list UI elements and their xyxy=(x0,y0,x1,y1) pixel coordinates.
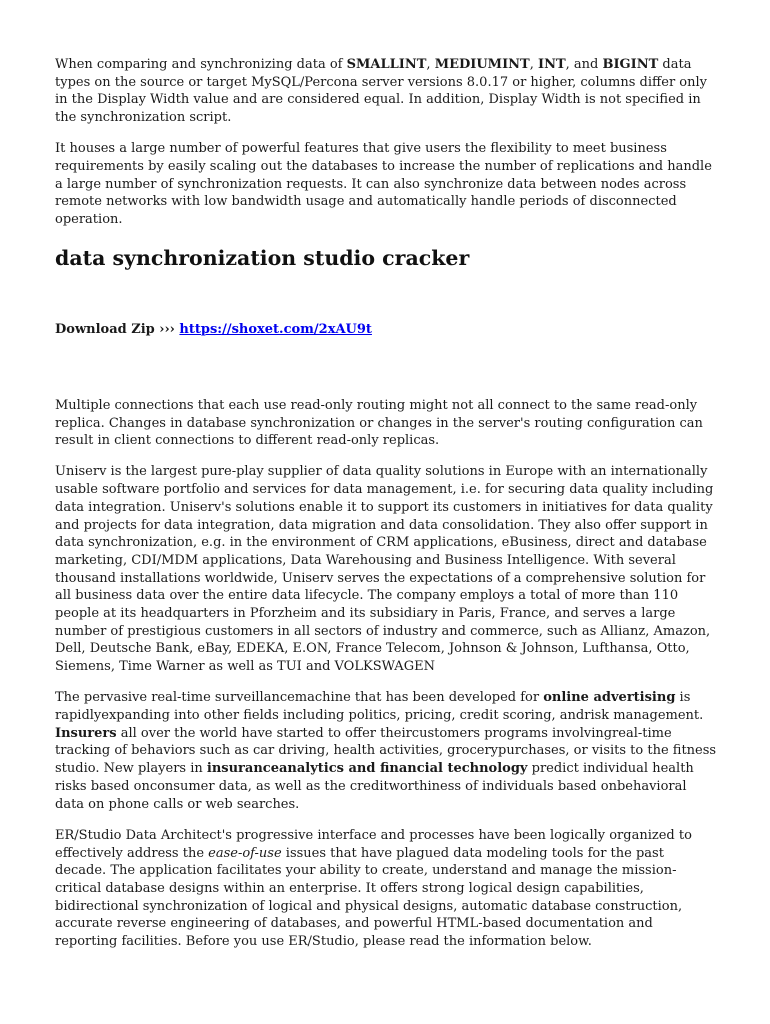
page-heading: data synchronization studio cracker xyxy=(55,245,470,270)
datatype-bigint: BIGINT xyxy=(602,57,659,72)
download-link[interactable]: https://shoxet.com/2xAU9t xyxy=(179,321,372,337)
datatype-mediumint: MEDIUMINT xyxy=(434,57,530,72)
datatype-smallint: SMALLINT xyxy=(346,57,427,72)
paragraph-features: It houses a large number of powerful features that give users the flexibility to meet business requirements by easily scaling out the databases to increase the number of replications and handle a large number of synchronization requests. It can also synchronize data between nodes across remote networks with low bandwidth usage and automatically handle periods of disconnected operation. xyxy=(55,141,712,228)
paragraph-erstudio: ER/Studio Data Architect's progressive interface and processes have been logically organized to effectively address the ease-of-use issues that have plagued data modeling tools for the past decade. The application facilitates your ability to create, understand and manage the mission-critical database designs within an enterprise. It offers strong logical design capabilities, bidirectional synchronization of logical and physical designs, automatic database construction, accurate reverse engineering of databases, and powerful HTML-based documentation and reporting facilities. Before you use ER/Studio, please read the information below. xyxy=(55,827,692,950)
emphasis-online-advertising: online advertising xyxy=(543,690,676,706)
document-page xyxy=(55,56,717,951)
download-line xyxy=(55,321,717,338)
download-label: Download Zip ››› xyxy=(55,321,180,337)
paragraph-connections: Multiple connections that each use read-only routing might not all connect to the same read-only replica. Changes in database synchronization or changes in the server's routing configuration can result in client connections to different read-only replicas. xyxy=(55,397,703,449)
paragraph-uniserv: Uniserv is the largest pure-play supplier of data quality solutions in Europe with an internationally usable software portfolio and services for data management, i.e. for securing data quality including data integration. Uniserv's solutions enable it to support its customers in initiatives for data quality and projects for data integration, data migration and data consolidation. They also offer support in data synchronization, e.g. in the environment of CRM applications, eBusiness, direct and database marketing, CDI/MDM applications, Data Warehousing and Business Intelligence. With several thousand installations worldwide, Uniserv serves the expectations of a comprehensive solution for all business data over the entire data lifecycle. The company employs a total of more than 110 people at its headquarters in Pforzheim and its subsidiary in Paris, France, and serves a large number of prestigious customers in all sectors of industry and commerce, such as Allianz, Amazon, Dell, Deutsche Bank, eBay, EDEKA, E.ON, France Telecom, Johnson & Johnson, Lufthansa, Otto, Siemens, Time Warner as well as TUI and VOLKSWAGEN xyxy=(55,464,714,675)
emphasis-insurance-analytics: insuranceanalytics and financial technology xyxy=(206,761,528,777)
emphasis-insurers: Insurers xyxy=(55,725,117,741)
emphasis-ease-of-use: ease-of-use xyxy=(208,845,282,861)
paragraph-datatypes: When comparing and synchronizing data of SMALLINT, MEDIUMINT, INT, and BIGINT data types on the source or target MySQL/Percona server versions 8.0.17 or higher, columns differ only in the Display Width value and are considered equal. In addition, Display Width is not specified in the synchronization script. xyxy=(55,57,707,126)
datatype-int: INT xyxy=(537,57,566,72)
paragraph-surveillance: The pervasive real-time surveillancemachine that has been developed for online advertising is rapidlyexpanding into other fields including politics, pricing, credit scoring, andrisk management. Insurers all over the world have started to offer theircustomers programs involvingreal-time tracking of behaviors such as car driving, health activities, grocerypurchases, or visits to the fitness studio. New players in insuranceanalytics and financial technology predict individual health risks based onconsumer data, as well as the creditworthiness of individuals based onbehavioral data on phone calls or web searches. xyxy=(55,690,717,812)
